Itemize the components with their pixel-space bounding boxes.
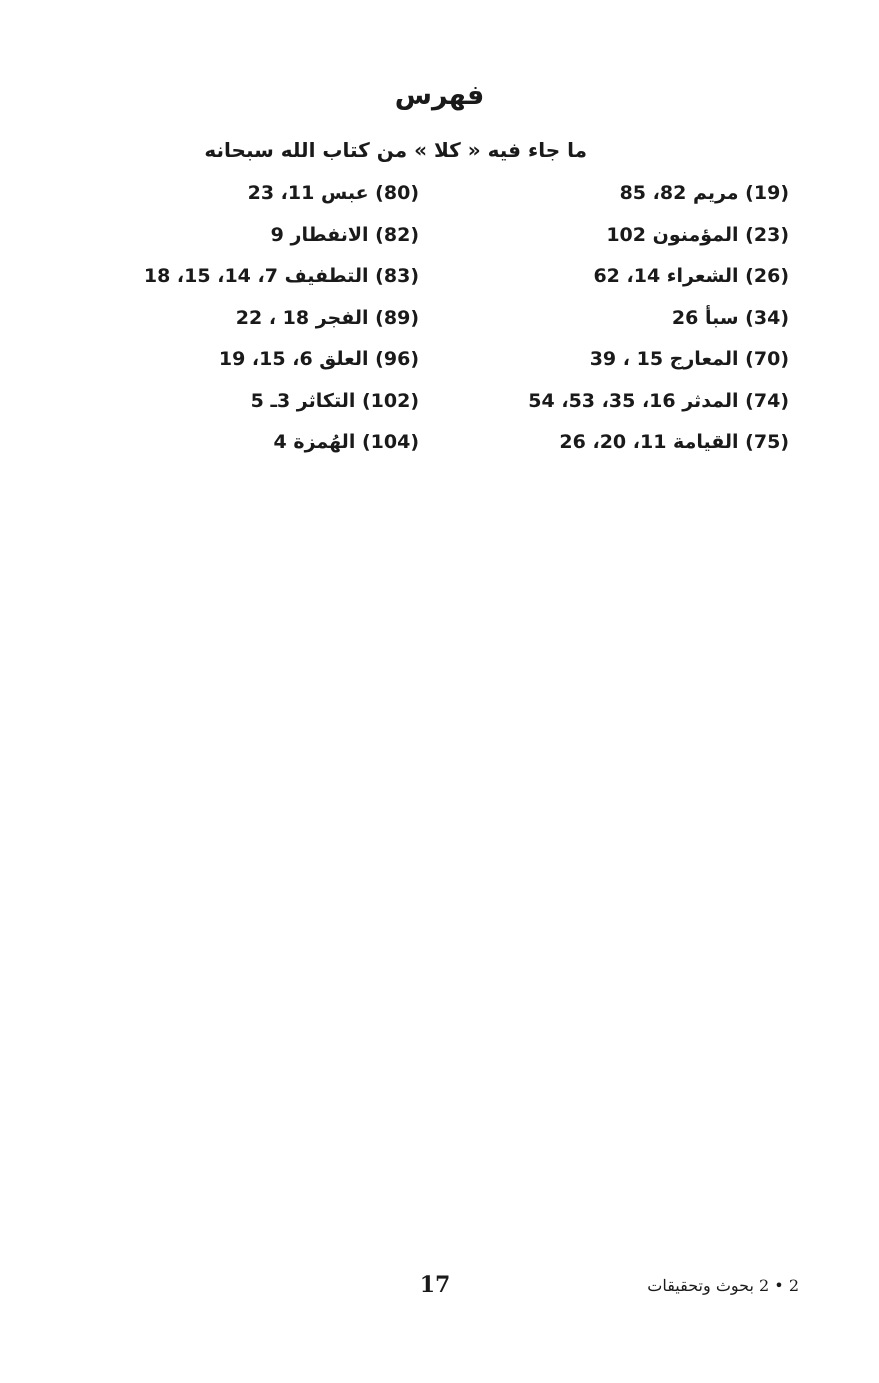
index-entry: (89) الفجر 18 ، 22 bbox=[235, 306, 419, 329]
page-subtitle: ما جاء فيه « كلا » من كتاب الله سبحانه bbox=[204, 138, 587, 162]
index-entry: (26) الشعراء 14، 62 bbox=[593, 265, 789, 287]
index-entry: (23) المؤمنون 102 bbox=[606, 223, 789, 246]
index-entry: (83) التطفيف 7، 14، 15، 18 bbox=[143, 265, 419, 287]
index-column-left bbox=[144, 178, 419, 469]
index-entry: (70) المعارج 15 ، 39 bbox=[589, 348, 789, 370]
index-entry: (74) المدثر 16، 35، 53، 54 bbox=[528, 389, 789, 412]
index-entry: (82) الانفطار 9 bbox=[270, 223, 419, 246]
index-entry: (104) الهُمزة 4 bbox=[273, 431, 419, 453]
index-column-right bbox=[528, 178, 789, 469]
index-entry: (80) عبس 11، 23 bbox=[247, 182, 419, 204]
page-number: 17 bbox=[419, 1272, 451, 1298]
index-entry: (102) التكاثر 3ـ 5 bbox=[250, 389, 419, 412]
index-entry: (75) القيامة 11، 20، 26 bbox=[559, 431, 789, 453]
index-entry: (19) مريم 82، 85 bbox=[619, 182, 789, 204]
printer-signature: 2 • 2 بحوث وتحقيقات bbox=[647, 1276, 799, 1295]
index-entry: (96) العلق 6، 15، 19 bbox=[218, 348, 419, 370]
page-title: فهرس bbox=[394, 80, 485, 111]
index-entry: (34) سبأ 26 bbox=[671, 306, 789, 329]
